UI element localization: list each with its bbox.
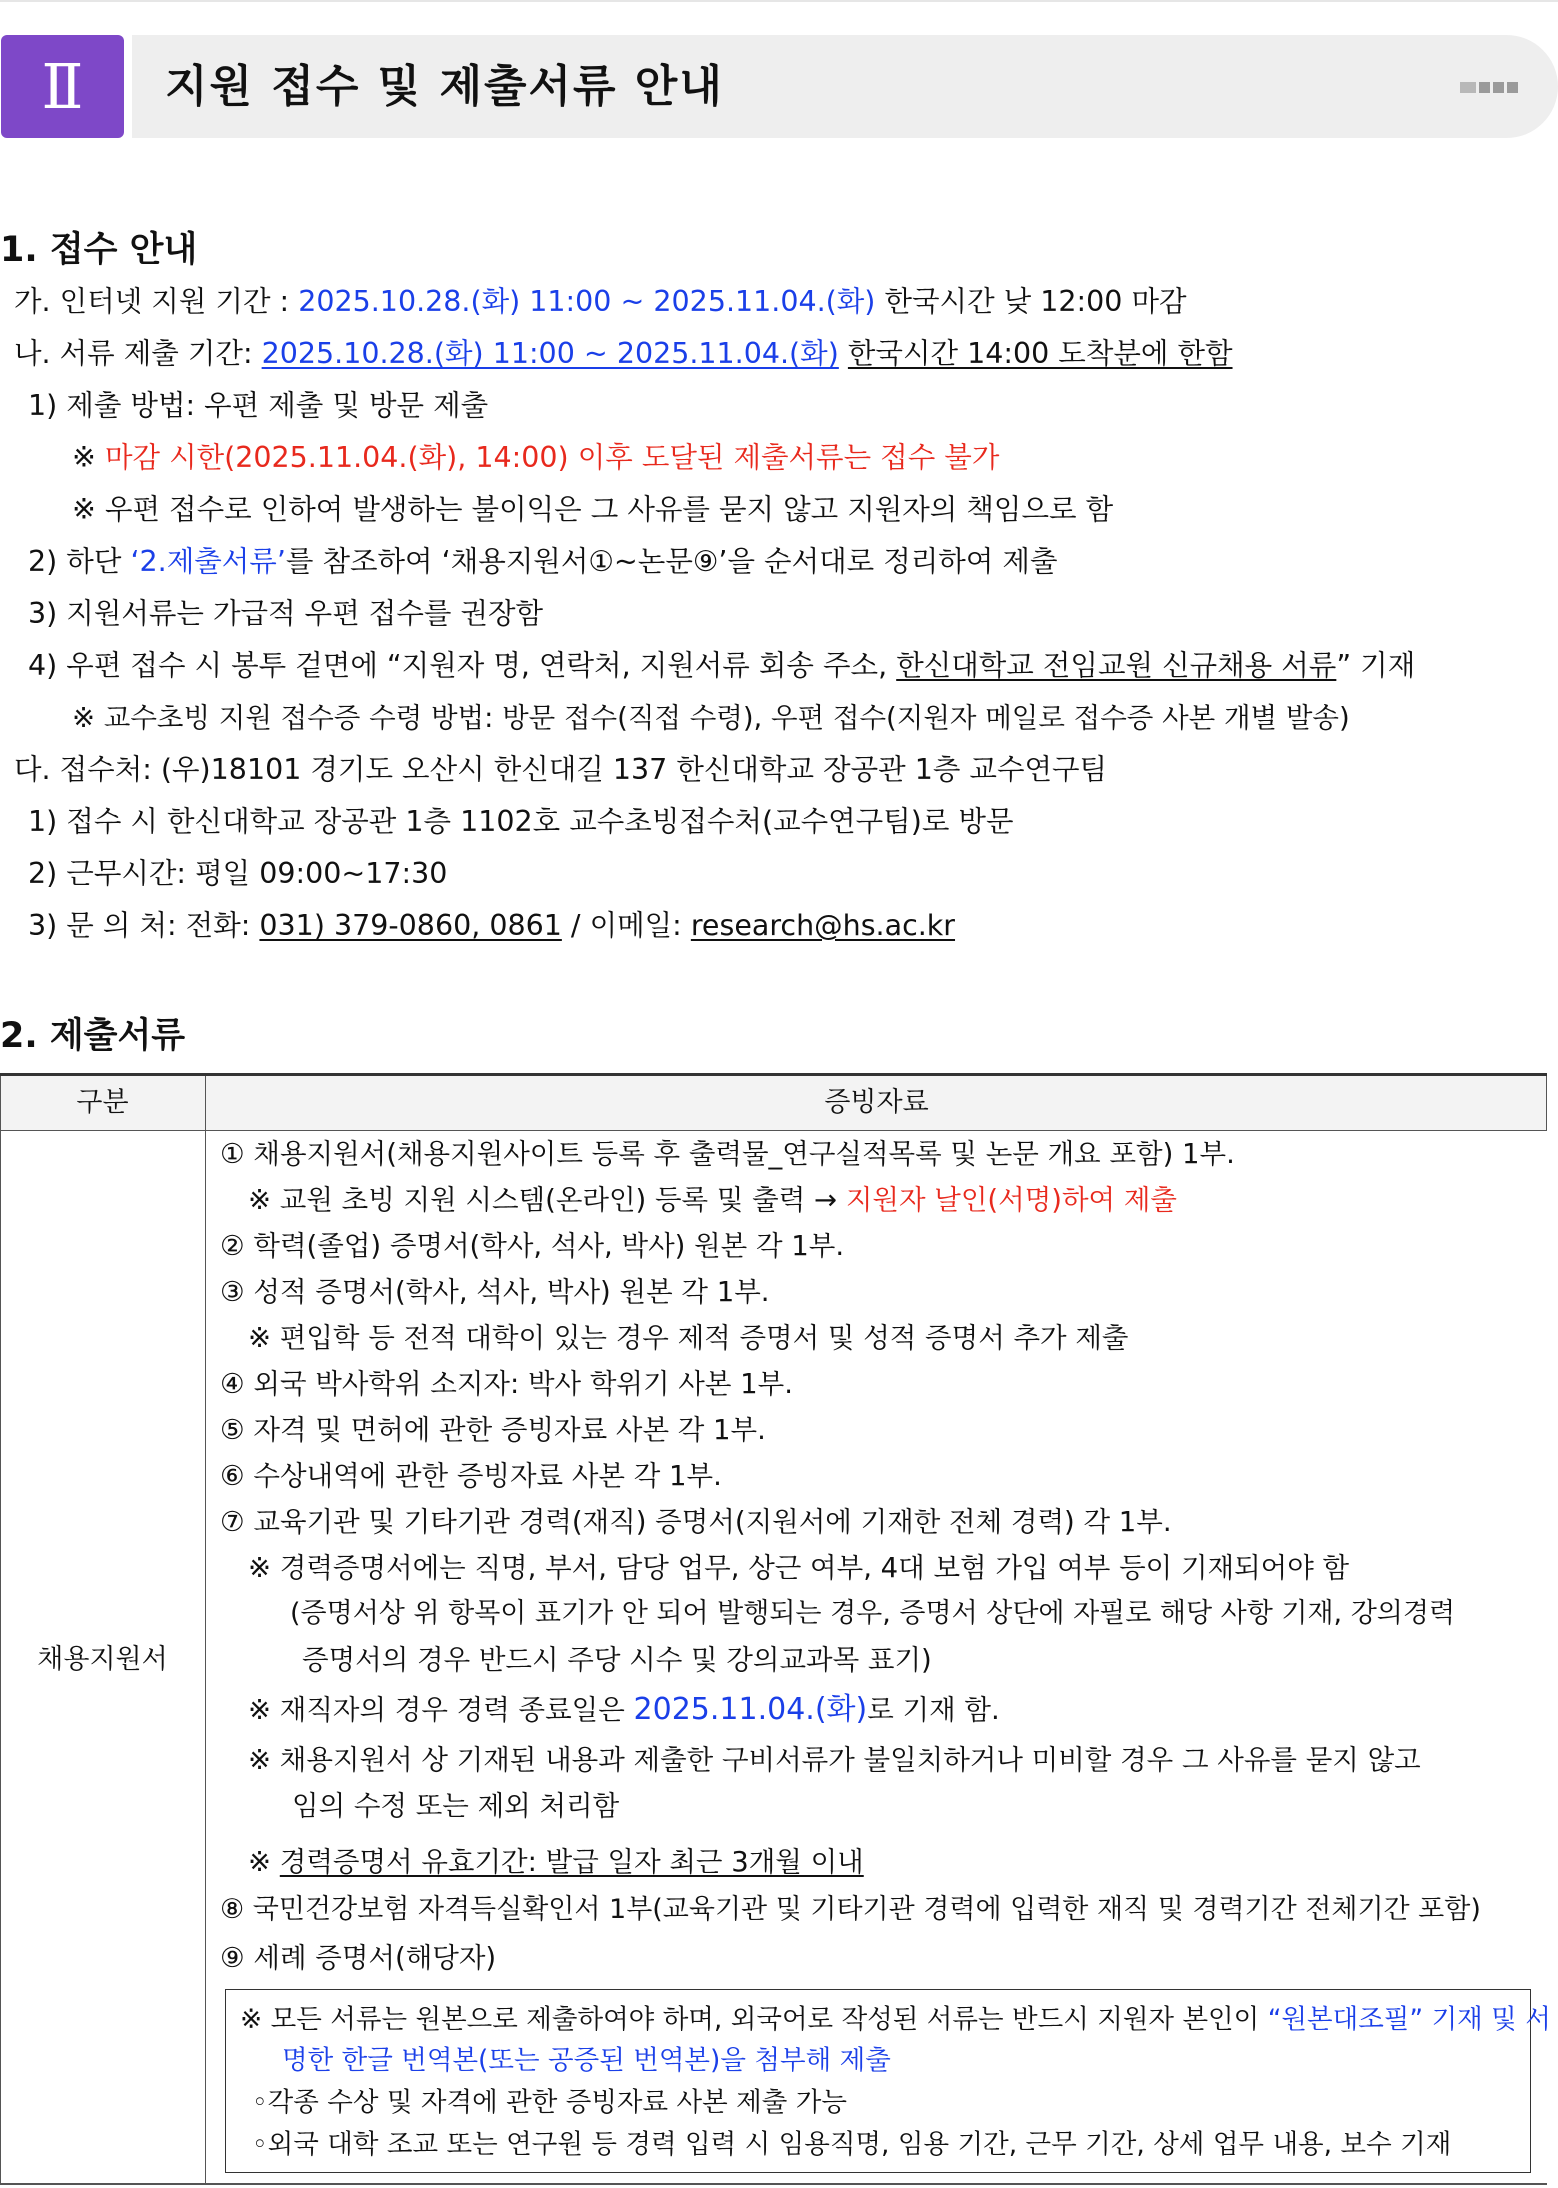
mail-responsibility-note: ※ 우편 접수로 인하여 발생하는 불이익은 그 사유를 묻지 않고 지원자의 책임으로 함: [72, 493, 1114, 526]
decorative-dots-icon: [1460, 82, 1518, 93]
top-rule: [0, 0, 1558, 2]
doc-item-9: ⑨ 세례 증명서(해당자): [220, 1942, 497, 1974]
notice-translation: 명한 한글 번역본(또는 공증된 번역본)을 첨부해 제출: [282, 2045, 891, 2076]
category-cell: 채용지원서: [37, 1643, 168, 1675]
deadline-warning: ※ 마감 시한(2025.11.04.(화), 14:00) 이후 도달된 제출서류는 접수 불가: [72, 441, 1000, 474]
internet-period-dates: 2025.10.28.(화) 11:00 ~ 2025.11.04.(화): [298, 285, 876, 318]
doc-item-7-note-2: ※ 재직자의 경우 경력 종료일은 2025.11.04.(화)로 기재 함.: [248, 1692, 1000, 1727]
mail-recommendation: 3) 지원서류는 가급적 우편 접수를 권장함: [28, 597, 544, 630]
doc-item-2: ② 학력(졸업) 증명서(학사, 석사, 박사) 원본 각 1부.: [220, 1230, 845, 1262]
column-header-category: 구분: [76, 1087, 129, 1118]
section1-heading: 1. 접수 안내: [0, 230, 198, 270]
doc-item-8: ⑧ 국민건강보험 자격득실확인서 1부(교육기관 및 기타기관 경력에 입력한 재직 및 경력기간 전체기간 포함): [220, 1894, 1481, 1925]
document-submission-period: 나. 서류 제출 기간: 2025.10.28.(화) 11:00 ~ 2025.11.04.(화) 한국시간 14:00 도착분에 한함: [14, 337, 1233, 370]
doc-item-7-note-4: ※ 경력증명서 유효기간: 발급 일자 최근 3개월 이내: [248, 1846, 864, 1878]
submission-period-dates: 2025.10.28.(화) 11:00 ~ 2025.11.04.(화): [261, 337, 839, 370]
submission-method: 1) 제출 방법: 우편 제출 및 방문 제출: [28, 389, 489, 422]
doc-item-4: ④ 외국 박사학위 소지자: 박사 학위기 사본 1부.: [220, 1368, 793, 1400]
contact-info: 3) 문 의 처: 전화: 031) 379-0860, 0861 / 이메일: research@hs.ac.kr: [28, 909, 956, 942]
notice-original-documents: ※ 모든 서류는 원본으로 제출하여야 하며, 외국어로 작성된 서류는 반드시 지원자 본인이 “원본대조필” 기재 및 서: [240, 2004, 1551, 2035]
section-header-banner: [0, 35, 1558, 139]
section2-heading: 2. 제출서류: [0, 1016, 186, 1056]
envelope-instruction: 4) 우편 접수 시 봉투 겉면에 “지원자 명, 연락처, 지원서류 회송 주소, 한신대학교 전임교원 신규채용 서류” 기재: [28, 649, 1416, 682]
receipt-method-note: ※ 교수초빙 지원 접수증 수령 방법: 방문 접수(직접 수령), 우편 접수(지원자 메일로 접수증 사본 개별 발송): [72, 702, 1350, 734]
visit-location: 1) 접수 시 한신대학교 장공관 1층 1102호 교수초빙접수처(교수연구팀)로 방문: [28, 805, 1014, 838]
doc-item-7-note-1: ※ 경력증명서에는 직명, 부서, 담당 업무, 상근 여부, 4대 보험 가입 여부 등이 기재되어야 함: [248, 1552, 1350, 1584]
doc-item-7-note-1-detail: (증명서상 위 항목이 표기가 안 되어 발행되는 경우, 증명서 상단에 자필로 해당 사항 기재, 강의경력: [290, 1598, 1456, 1629]
doc-item-3: ③ 성적 증명서(학사, 석사, 박사) 원본 각 1부.: [220, 1276, 770, 1308]
page-title: 지원 접수 및 제출서류 안내: [165, 61, 724, 112]
doc-item-1: ① 채용지원서(채용지원사이트 등록 후 출력물_연구실적목록 및 논문 개요 포함) 1부.: [220, 1138, 1235, 1170]
doc-item-6: ⑥ 수상내역에 관한 증빙자료 사본 각 1부.: [220, 1460, 722, 1492]
internet-application-period: 가. 인터넷 지원 기간 : 2025.10.28.(화) 11:00 ~ 2025.11.04.(화) 한국시간 낮 12:00 마감: [14, 285, 1187, 318]
doc-item-5: ⑤ 자격 및 면허에 관한 증빙자료 사본 각 1부.: [220, 1414, 766, 1446]
notice-foreign-career: ◦외국 대학 조교 또는 연구원 등 경력 입력 시 임용직명, 임용 기간, 근무 기간, 상세 업무 내용, 보수 기재: [252, 2129, 1452, 2160]
doc-item-7: ⑦ 교육기관 및 기타기관 경력(재직) 증명서(지원서에 기재한 전체 경력) 각 1부.: [220, 1506, 1172, 1538]
phone-link[interactable]: 031) 379-0860, 0861: [259, 909, 562, 942]
section2-reference-link[interactable]: ‘2.제출서류’: [130, 545, 286, 578]
doc-item-7-note-3-detail: 임의 수정 또는 제외 처리함: [292, 1790, 620, 1822]
submission-address: 다. 접수처: (우)18101 경기도 오산시 한신대길 137 한신대학교 장공관 1층 교수연구팀: [14, 753, 1108, 786]
doc-item-3-note: ※ 편입학 등 전적 대학이 있는 경우 제적 증명서 및 성적 증명서 추가 제출: [248, 1322, 1129, 1354]
section-number-badge: Ⅱ: [1, 35, 124, 138]
column-header-documents: 증빙자료: [824, 1087, 929, 1118]
doc-item-1-note: ※ 교원 초빙 지원 시스템(온라인) 등록 및 출력 → 지원자 날인(서명)하여 제출: [248, 1184, 1177, 1216]
doc-item-7-note-3: ※ 채용지원서 상 기재된 내용과 제출한 구비서류가 불일치하거나 미비할 경우 그 사유를 묻지 않고: [248, 1744, 1421, 1776]
email-link[interactable]: research@hs.ac.kr: [690, 909, 956, 942]
office-hours: 2) 근무시간: 평일 09:00~17:30: [28, 857, 448, 890]
document-order-instruction: 2) 하단 ‘2.제출서류’를 참조하여 ‘채용지원서①~논문⑨’을 순서대로 정리하여 제출: [28, 545, 1058, 578]
notice-copies-allowed: ◦각종 수상 및 자격에 관한 증빙자료 사본 제출 가능: [252, 2087, 847, 2118]
doc-item-7-note-1-detail-2: 증명서의 경우 반드시 주당 시수 및 강의교과목 표기): [302, 1644, 932, 1676]
